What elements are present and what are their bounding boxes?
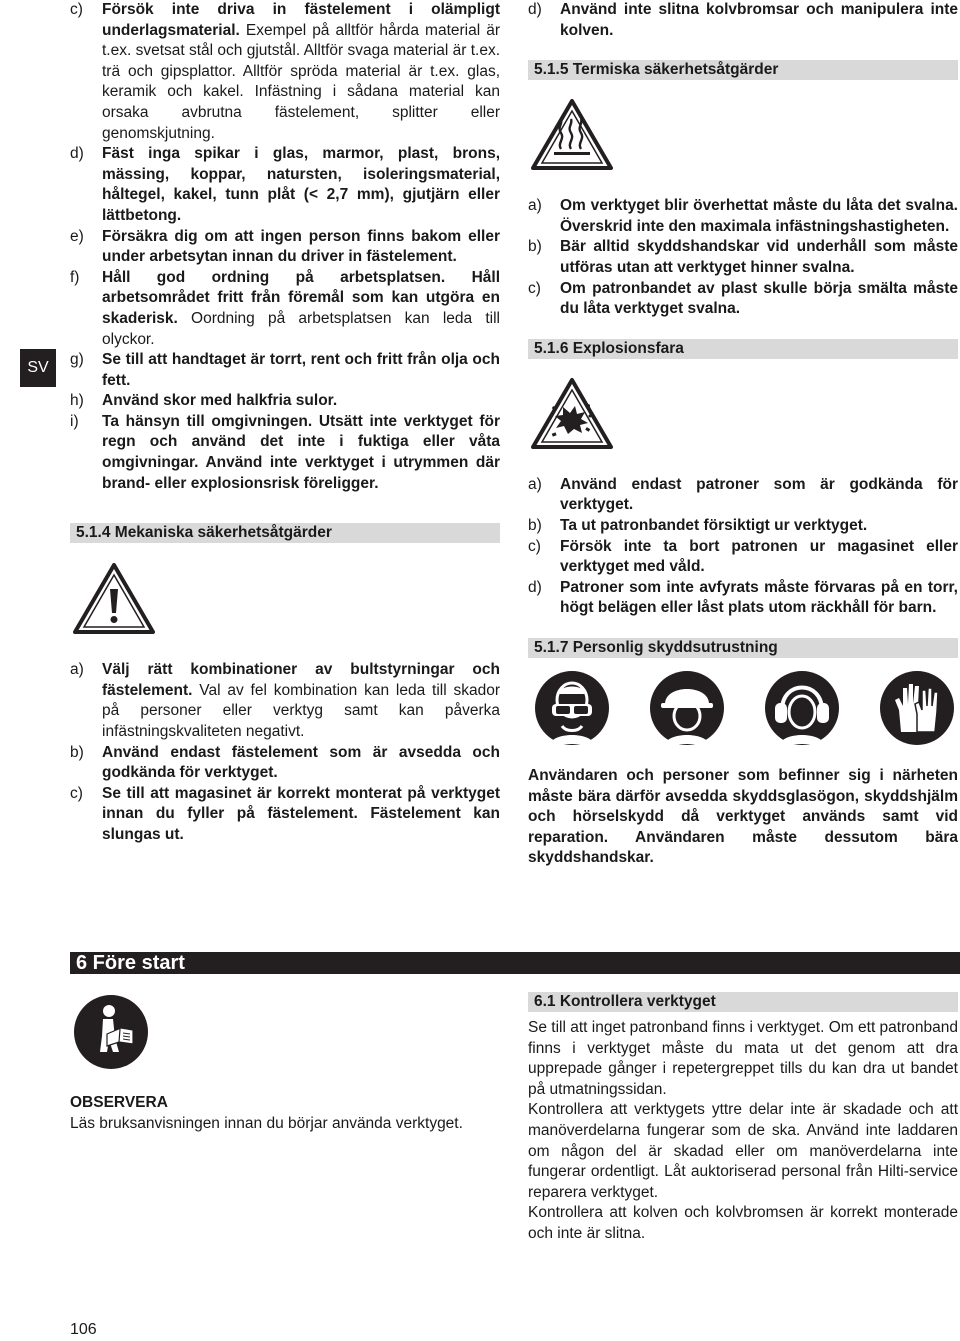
ear-protection-icon [764, 670, 840, 746]
language-tab: SV [20, 349, 56, 387]
item-text [102, 144, 500, 226]
item-label: a) [528, 197, 542, 215]
item-text [560, 578, 958, 619]
gloves-icon [879, 670, 955, 746]
item-label: h) [70, 392, 84, 410]
item-bold-text: Se till att handtaget är torrt, rent och fritt från olja och fett. [102, 351, 500, 389]
item-text [560, 0, 958, 41]
ppe-icons-row [528, 670, 958, 746]
hard-hat-icon [649, 670, 725, 746]
item-label: d) [528, 578, 542, 596]
explosion-icon [530, 376, 614, 450]
list-item [528, 516, 958, 537]
read-manual-icon [73, 994, 500, 1070]
safety-glasses-icon [534, 670, 610, 746]
section-6-1 [528, 992, 958, 1245]
paragraph: Kontrollera att kolven och kolvbromsen är korrekt monterade och inte är slitna. [528, 1204, 958, 1242]
list-item [70, 391, 500, 412]
item-bold-text: Patroner som inte avfyrats måste förvaras på en torr, högt belägen eller låst plats utom räckhåll för barn. [560, 578, 958, 617]
item-bold-text: Använd endast patroner som är godkända för verktyget. [560, 475, 958, 514]
item-label: d) [528, 1, 542, 18]
section-5-1-6-list [528, 475, 958, 619]
item-bold-text: Om patronbandet av plast skulle börja smälta måste du låta verktyget svalna. [560, 279, 958, 318]
warning-triangle-icon [72, 561, 156, 635]
list-item [528, 237, 958, 278]
item-label: f) [70, 268, 80, 286]
section-5-1-7-text: Användaren och personer som befinner sig i närheten måste bära därför avsedda skyddsglasögon, skyddshjälm och hörselskydd då verktyget används samt vid reparation. Användaren måste dessutom bära skyddshandskar. [528, 766, 958, 867]
item-bold-text: Bär alltid skyddshandskar vid underhåll som måste utföras utan att verktyget hinner svalna. [560, 238, 958, 276]
item-text [102, 743, 500, 784]
paragraph: Se till att inget patronband finns i verktyget. Om ett patronband finns i verktyget måste du mata ut det genom att dra upprepade gånger i repetergreppet tills du kan dra ut bandet på utmatningssidan. [528, 1019, 958, 1098]
list-item [70, 0, 500, 144]
item-normal-text: Val av fel kombination kan leda till skador på personer eller verktyg samt kan påverka infästningskvaliteten negativt. [102, 681, 500, 741]
note-title: OBSERVERA [70, 1094, 168, 1111]
section-5-1-5-list [528, 196, 958, 320]
item-bold-text: Använd endast fästelement som är avsedda och godkända för verktyget. [102, 743, 500, 782]
item-text [102, 268, 500, 350]
item-label: c) [528, 279, 541, 297]
item-label: d) [70, 145, 84, 163]
list-item [70, 743, 500, 784]
list-item [70, 784, 500, 846]
item-label: i) [70, 412, 79, 430]
item-bold-text: Fäst inga spikar i glas, marmor, plast, brons, mässing, koppar, natursten, isoleringsmaterial, håltegel, kakel, tunn plåt (< 2,7 mm), gjutjärn eller lättbetong. [102, 145, 500, 224]
item-text [560, 279, 958, 320]
item-bold-text: Håll god ordning på arbetsplatsen. Håll arbetsområdet fritt från föremål som kan utgöra en skaderisk. [102, 268, 500, 327]
item-text [102, 227, 500, 268]
right-column [528, 0, 958, 869]
section-6-1-heading: 6.1 Kontrollera verktyget [528, 992, 958, 1012]
item-text [102, 0, 500, 144]
section-5-1-6-heading: 5.1.6 Explosionsfara [528, 339, 958, 359]
item-bold-text: Försök inte driva in fästelement i olämpligt underlagsmaterial. [102, 1, 500, 39]
item-bold-text: Ta ut patronbandet försiktigt ur verktyget. [560, 516, 868, 534]
item-bold-text: Använd inte slitna kolvbromsar och manipulera inte kolven. [560, 1, 958, 39]
item-label: c) [70, 1, 83, 18]
left-column [70, 0, 500, 846]
item-text [102, 391, 500, 412]
list-item [528, 537, 958, 578]
item-label: g) [70, 351, 84, 369]
item-label: b) [70, 743, 84, 761]
list-item [528, 475, 958, 516]
list-item [528, 279, 958, 320]
section-6-heading: 6 Före start [70, 952, 960, 974]
list-item [70, 350, 500, 391]
list-item [528, 0, 958, 41]
item-bold-text: Om verktyget blir överhettat måste du låta det svalna. Överskrid inte den maximala infästningshastigheten. [560, 197, 958, 235]
item-bold-text: Ta hänsyn till omgivningen. Utsätt inte verktyget för regn och använd det inte i fuktiga eller våta omgivningar. Använd inte verktyget i utrymmen där brand- eller explosionsrisk föreligger. [102, 412, 500, 492]
list-item [70, 412, 500, 494]
section-5-1-4-list [70, 660, 500, 845]
item-text [560, 196, 958, 237]
section-5-1-7-heading: 5.1.7 Personlig skyddsutrustning [528, 638, 958, 658]
section-6-1-body [528, 1018, 958, 1245]
item-label: c) [70, 784, 83, 802]
page-number: 106 [70, 1321, 97, 1338]
section-5-1-5-heading: 5.1.5 Termiska säkerhetsåtgärder [528, 60, 958, 80]
item-label: c) [528, 537, 541, 555]
safety-list-left [70, 0, 500, 494]
list-item [70, 268, 500, 350]
item-label: e) [70, 227, 84, 245]
item-text [102, 784, 500, 846]
item-text [560, 475, 958, 516]
section-5-1-4-heading: 5.1.4 Mekaniska säkerhetsåtgärder [70, 523, 500, 543]
list-item [70, 144, 500, 226]
item-text [102, 412, 500, 494]
item-text [102, 350, 500, 391]
note-text: Läs bruksanvisningen innan du börjar använda verktyget. [70, 1114, 463, 1132]
item-text [560, 537, 958, 578]
item-text [560, 516, 958, 537]
item-bold-text: Välj rätt kombinationer av bultstyrningar och fästelement. [102, 661, 500, 699]
paragraph: Kontrollera att verktygets yttre delar inte är skadade och att manöverdelarna fungerar som de ska. Använd inte laddaren om någon del är skadad eller om manöverdelarna inte fungerar ordentligt. Låt auktoriserad personal från Hilti-service reparera verktyget. [528, 1101, 958, 1201]
list-item [70, 660, 500, 742]
hot-surface-icon [530, 97, 614, 171]
item-bold-text: Försök inte ta bort patronen ur magasinet eller verktyget med våld. [560, 537, 958, 576]
item-label: a) [70, 661, 84, 679]
item-normal-text: Exempel på alltför hårda material är t.ex. svetsat stål och gjutstål. Alltför svaga material är t.ex. trä och gipsplattor. Alltför spröda material är t.ex. glas, keramik och kakel. Infästning i sådana material kan orsaka avbrutna fästelement, splitter eller genomskjutning. [102, 21, 501, 142]
item-label: b) [528, 516, 542, 534]
list-item [70, 227, 500, 268]
item-bold-text: Använd skor med halkfria sulor. [102, 392, 338, 410]
item-text [102, 660, 500, 742]
list-item [528, 196, 958, 237]
item-right-top [528, 0, 958, 41]
item-text [560, 237, 958, 278]
item-bold-text: Se till att magasinet är korrekt monterat på verktyget innan du fyller på fästelement. Fästelement kan slungas ut. [102, 784, 500, 843]
item-label: a) [528, 475, 542, 493]
item-bold-text: Försäkra dig om att ingen person finns bakom eller under arbetsytan innan du driver in fästelement. [102, 227, 500, 266]
item-normal-text: Oordning på arbetsplatsen kan leda till olyckor. [102, 309, 500, 348]
item-label: b) [528, 238, 542, 256]
list-item [528, 578, 958, 619]
section-6-left [70, 994, 500, 1134]
